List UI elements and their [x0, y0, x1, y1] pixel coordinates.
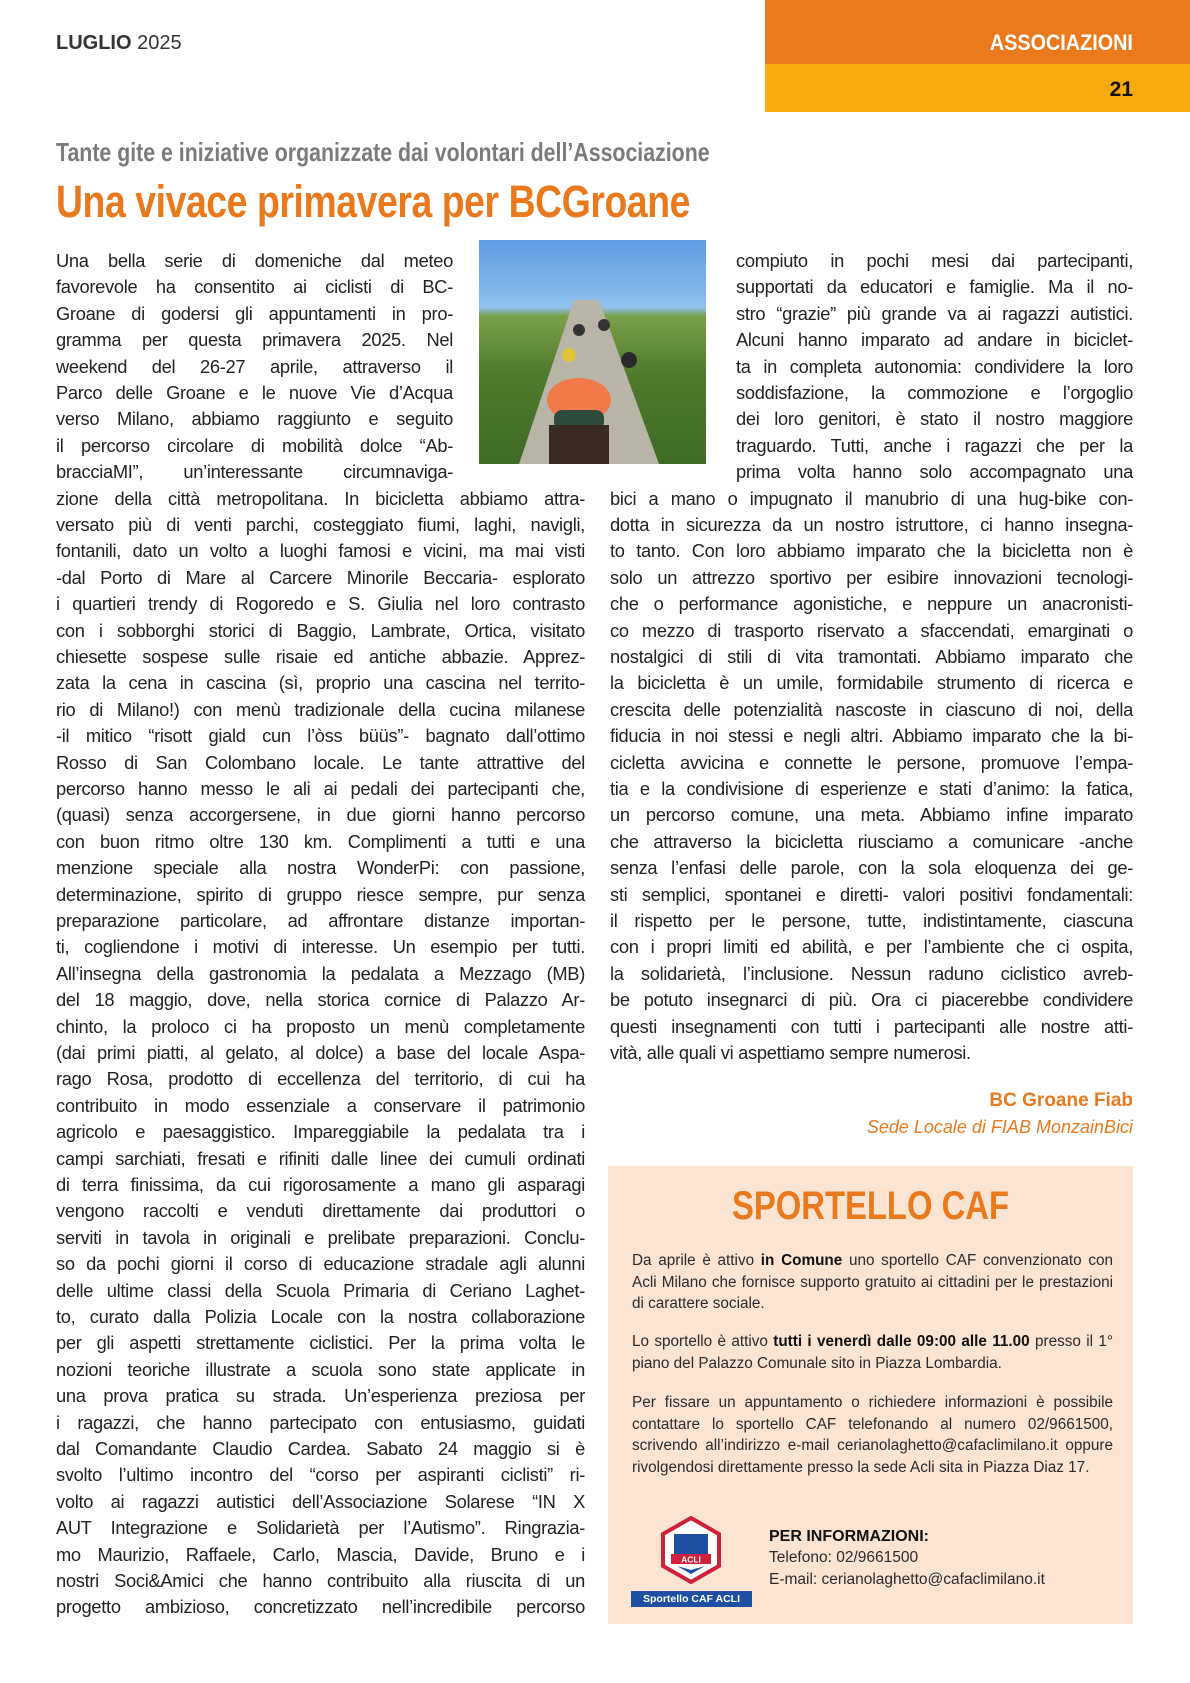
text-line: Alcuni hanno imparato ad andare in biciclet-	[736, 329, 1133, 351]
text-line: senza l’enfasi delle parole, con la sola eloquenza dei ge-	[610, 857, 1133, 879]
text-line: weekend del 26-27 aprile, attraverso il	[56, 355, 453, 377]
text-line: -dal Porto di Mare al Carcere Minorile Beccaria- esplorato	[56, 566, 585, 588]
issue-month: LUGLIO	[56, 32, 132, 54]
text-line: Groane di godersi gli appuntamenti in pro-	[56, 302, 453, 324]
emphasis: tutti i venerdì dalle 09:00 alle 11.00	[773, 1333, 1030, 1350]
text-line: fiducia in noi stessi e negli altri. Abbiamo imparato che la bi-	[610, 725, 1133, 747]
text-line: All’insegna della gastronomia la pedalata a Mezzago (MB)	[56, 962, 585, 984]
logo-caption: Sportello CAF ACLI	[631, 1591, 752, 1607]
text-line: nostalgici di stili di vita tramontati. Abbiamo imparato che	[610, 646, 1133, 667]
text-line: percorso hanno messo le ali ai pedali dei partecipanti che,	[56, 778, 585, 799]
text-line: dei loro genitori, è stato il nostro maggiore	[736, 408, 1133, 430]
caf-paragraph-contact: Per fissare un appuntamento o richiedere informazioni è possibile contattare lo sportello CAF telefonando al numero 02/9661500, scrivendo all’indirizzo e-mail cerianolaghetto@cafaclimilano.it oppure rivolgendosi direttamente presso la sede Acli sita in Piazza Diaz 17.	[632, 1394, 1113, 1476]
text-line: la solidarietà, l’inclusione. Nessun raduno ciclistico avreb-	[610, 962, 1133, 984]
info-heading: PER INFORMAZIONI:	[769, 1528, 929, 1545]
text-line: so da pochi giorni il corso di educazione stradale agli alunni	[56, 1253, 585, 1275]
text-line: -il mitico “risott giald cun l’òss büüs”- bagnato dall’ottimo	[56, 725, 585, 747]
text-line: versato più di venti parchi, costeggiato fiumi, laghi, navigli,	[56, 514, 585, 535]
article-title: Una vivace primavera per BCGroane	[56, 176, 691, 227]
text-line: traguardo. Tutti, anche i ragazzi che per la	[736, 434, 1133, 456]
text-line: i quartieri trendy di Rogoredo e S. Giulia nel loro contrasto	[56, 593, 585, 615]
text-line: questi insegnamenti con tutti i partecipanti alle nostre atti-	[610, 1015, 1133, 1037]
issue-date	[56, 32, 182, 55]
text-line: to tanto. Con loro abbiamo imparato che la bicicletta non è	[610, 540, 1133, 562]
text-line: campi sarchiati, fresati e rifiniti dalle linee dei cumuli ordinati	[56, 1147, 585, 1169]
text-line: un percorso comune, una meta. Abbiamo infine imparato	[610, 804, 1133, 826]
text-line: rago Rosa, prodotto di eccellenza del territorio, di cui ha	[56, 1068, 585, 1090]
text: presso il 1° piano del Palazzo Comunale sito in Piazza Lombardia.	[632, 1333, 1113, 1372]
text-line: cicletta avvicina e connette le persone, promuove l’empa-	[610, 751, 1133, 773]
acli-logo-icon	[657, 1516, 725, 1584]
text-line: preparazione particolare, ad affrontare distanze importan-	[56, 910, 585, 931]
text-line: stro “grazie” più grande va ai ragazzi autistici.	[736, 302, 1133, 324]
text-line: determinazione, spirito di gruppo riesce sempre, pur senza	[56, 883, 585, 905]
text-line: che attraverso la bicicletta riusciamo a comunicare -anche	[610, 830, 1133, 852]
text: uno sportello CAF convenzionato con Acli Milano che fornisce supporto gratuito ai cittadini per le prestazioni di carattere sociale.	[632, 1252, 1113, 1312]
text-line: dotta in sicurezza da un nostro istruttore, ci hanno insegna-	[610, 514, 1133, 535]
info-phone: Telefono: 02/9661500	[769, 1549, 919, 1566]
text-line: sti semplici, spontanei e diretti- valori positivi fondamentali:	[610, 883, 1133, 905]
logo-text: ACLI	[681, 1554, 701, 1565]
text-line: zata la cena in cascina (sì, proprio una cascina nel territo-	[56, 672, 585, 694]
info-email[interactable]: E-mail: cerianolaghetto@cafaclimilano.it	[769, 1571, 1045, 1588]
text: Lo sportello è attivo	[632, 1333, 774, 1350]
text-line: vengono raccolti e venduti direttamente dai produttori o	[56, 1200, 585, 1222]
text-line: supportati da educatori e famiglie. Ma il no-	[736, 276, 1133, 298]
text-line: Una bella serie di domeniche dal meteo	[56, 250, 453, 271]
text-line: chinto, la proloco ci ha proposto un menù completamente	[56, 1015, 585, 1037]
text-line: ti, cogliendone i motivi di interesse. Un esempio per tutti.	[56, 936, 585, 958]
text-line: vità, alle quali vi aspettiamo sempre numerosi.	[610, 1042, 971, 1063]
text-line: bracciaMI”, un’interessante circumnaviga-	[56, 461, 453, 483]
text-line: serviti in tavola in originali e prelibate preparazioni. Conclu-	[56, 1226, 585, 1248]
text-line: nozioni teoriche illustrate a scuola sono state applicate in	[56, 1358, 585, 1380]
author-signature: BC Groane Fiab	[989, 1090, 1133, 1111]
caf-title: SPORTELLO CAF	[732, 1184, 1009, 1228]
text-line: solo un attrezzo sportivo per esibire innovazioni tecnologi-	[610, 566, 1133, 588]
caf-paragraph-hours	[632, 1331, 1113, 1374]
text-line: Parco delle Groane e le nuove Vie d’Acqua	[56, 382, 453, 403]
article-kicker: Tante gite e iniziative organizzate dai volontari dell’Associazione	[56, 137, 710, 167]
text-line: verso Milano, abbiamo raggiunto e seguito	[56, 408, 453, 430]
text-line: con buon ritmo oltre 130 km. Complimenti a tutti e una	[56, 830, 585, 852]
text-line: Rosso di San Colombano locale. Le tante attrattive del	[56, 751, 585, 773]
text-line: la bicicletta è un umile, formidabile strumento di ricerca e	[610, 672, 1133, 694]
text-line: gramma per questa primavera 2025. Nel	[56, 329, 453, 351]
text-line: to, curato dalla Polizia Locale con la nostra collaborazione	[56, 1306, 585, 1327]
text-line: ta in completa autonomia: condividere la loro	[736, 355, 1133, 377]
caf-info-box	[608, 1166, 1133, 1624]
text-line: agricolo e paesaggistico. Impareggiabile la pedalata tra i	[56, 1121, 585, 1143]
text-line: progetto ambizioso, concretizzato nell’incredibile percorso	[56, 1596, 585, 1618]
article-photo-cyclists	[479, 240, 706, 464]
text-line: con i sobborghi storici di Baggio, Lambrate, Ortica, visitato	[56, 619, 585, 641]
text-line: il rispetto per le persone, tutte, indistintamente, ciascuna	[610, 910, 1133, 931]
text-line: AUT Integrazione e Solidarietà per l’Autismo”. Ringrazia-	[56, 1517, 585, 1539]
text-line: delle ultime classi della Scuola Primaria di Ceriano Laghet-	[56, 1279, 585, 1301]
text-line: mo Maurizio, Raffaele, Carlo, Mascia, Davide, Bruno e i	[56, 1543, 585, 1565]
text-line: dal Comandante Claudio Cardea. Sabato 24 maggio si è	[56, 1438, 585, 1459]
text-line: del 18 maggio, dove, nella storica cornice di Palazzo Ar-	[56, 989, 585, 1011]
author-affiliation: Sede Locale di FIAB MonzainBici	[866, 1117, 1133, 1137]
text-line: con i propri limiti ed abilità, e per l’ambiente che ci ospita,	[610, 936, 1133, 958]
text-line: crescita delle potenzialità nascoste in ciascuno di noi, della	[610, 698, 1133, 720]
text-line: soddisfazione, la commozione e l’orgoglio	[736, 382, 1133, 403]
text-line: menzione speciale alla nostra WonderPi: con passione,	[56, 857, 585, 879]
text: Da aprile è attivo	[632, 1252, 761, 1269]
text-line: co mezzo di trasporto riservato a sfaccendati, emarginati o	[610, 619, 1133, 641]
text-line: contribuito in modo essenziale a conservare il patrimonio	[56, 1094, 585, 1116]
text-line: fontanili, dato un volto a luoghi famosi e vicini, ma mai visti	[56, 540, 585, 562]
caf-paragraph-intro	[632, 1250, 1113, 1315]
text-line: tia e la condivisione di esperienze e stati d’animo: la fatica,	[610, 778, 1133, 799]
text-line: chiesette sospese sulle risaie ed antiche abbazie. Apprez-	[56, 646, 585, 667]
text-line: il percorso circolare di mobilità dolce “Ab-	[56, 434, 453, 456]
text-line: bici a mano o impugnato il manubrio di una hug-bike con-	[610, 487, 1133, 509]
text-line: di terra finissima, da cui rigorosamente a mano gli asparagi	[56, 1174, 585, 1195]
emphasis: in Comune	[760, 1252, 843, 1269]
text-line: be potuto insegnarci di più. Ora ci piacerebbe condividere	[610, 989, 1133, 1011]
text-line: zione della città metropolitana. In bicicletta abbiamo attra-	[56, 487, 585, 509]
text-line: (quasi) senza accorgersene, in due giorni hanno percorso	[56, 804, 585, 826]
text-line: favorevole ha consentito ai ciclisti di BC-	[56, 276, 453, 298]
text-line: svolto l’ultimo incontro del “corso per aspiranti ciclisti” ri-	[56, 1464, 585, 1486]
text-line: che o performance agonistiche, e neppure un anacronisti-	[610, 593, 1133, 615]
text-line: per gli aspetti strettamente ciclistici. Per la prima volta le	[56, 1332, 585, 1354]
text-line: volto ai ragazzi autistici dell’Associazione Solarese “IN X	[56, 1490, 585, 1512]
text-line: prima volta hanno solo accompagnato una	[736, 461, 1133, 483]
text-line: rio di Milano!) con menù tradizionale della cucina milanese	[56, 698, 585, 720]
text-line: i ragazzi, che hanno partecipato con entusiasmo, guidati	[56, 1411, 585, 1433]
text-line: nostri Soci&Amici che hanno contribuito alla riuscita di un	[56, 1570, 585, 1591]
issue-year: 2025	[137, 32, 182, 54]
text-line: una prova pratica su strada. Un’esperienza preziosa per	[56, 1385, 585, 1407]
text-line: compiuto in pochi mesi dai partecipanti,	[736, 250, 1133, 271]
section-label: ASSOCIAZIONI	[989, 30, 1133, 55]
page-number: 21	[1109, 78, 1133, 101]
text-line: (dai primi piatti, al gelato, al dolce) a base del locale Aspa-	[56, 1042, 585, 1063]
